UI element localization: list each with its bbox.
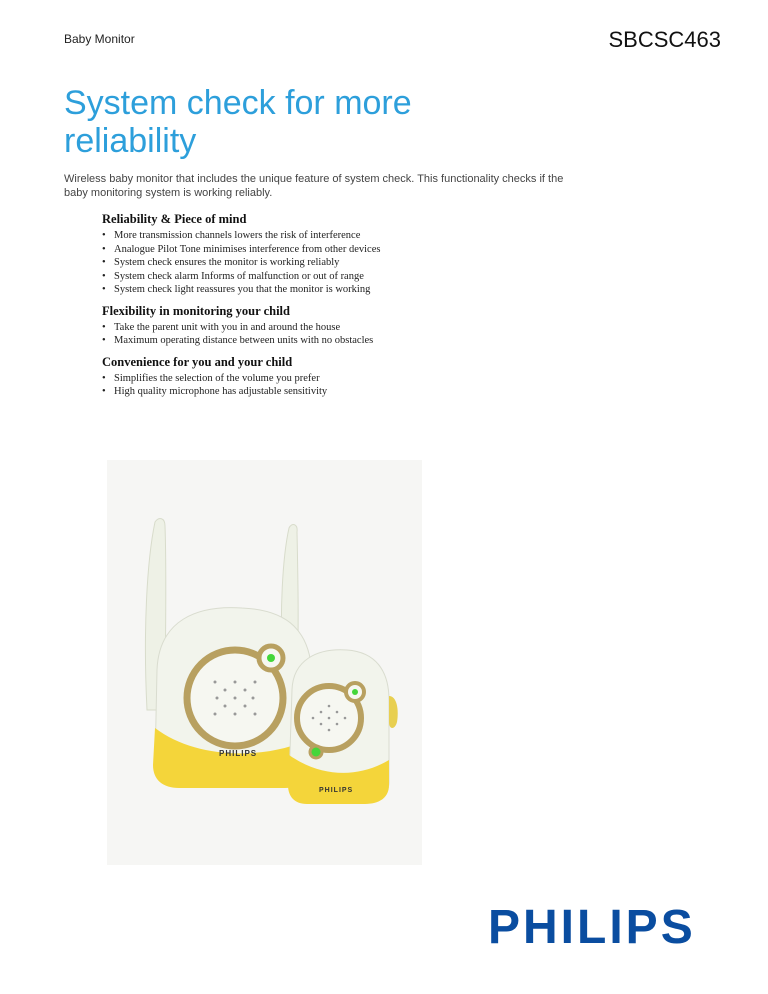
baby-unit-logo: PHILIPS (319, 787, 354, 794)
feature-item: • System check ensures the monitor is working reliably (102, 256, 572, 270)
feature-item: • Take the parent unit with you in and around the house (102, 321, 572, 335)
feature-list (102, 212, 572, 406)
baby-led-top (352, 689, 358, 695)
intro-text: Wireless baby monitor that includes the unique feature of system check. This functionality checks if the baby monitoring system is working reliably. (64, 173, 564, 199)
parent-unit-logo: PHILIPS (219, 749, 258, 758)
baby-unit-side-knob (389, 696, 398, 728)
feature-group-title: Flexibility in monitoring your child (102, 303, 290, 318)
feature-item: • Maximum operating distance between units with no obstacles (102, 334, 572, 348)
feature-item: • System check alarm Informs of malfunction or out of range (102, 270, 572, 284)
feature-group-convenience (102, 355, 572, 399)
feature-item: • Simplifies the selection of the volume you prefer (102, 372, 572, 386)
feature-group-flexibility (102, 304, 572, 348)
feature-item: • High quality microphone has adjustable sensitivity (102, 385, 572, 399)
headline: System check for more reliability (64, 84, 412, 160)
baby-led-bottom (310, 746, 322, 758)
feature-item: • System check light reassures you that the monitor is working (102, 283, 572, 297)
feature-item: • Analogue Pilot Tone minimises interference from other devices (102, 243, 572, 257)
feature-group-title: Convenience for you and your child (102, 354, 293, 369)
category-label: Baby Monitor (64, 32, 135, 46)
parent-led (267, 654, 275, 662)
model-number: SBCSC463 (608, 27, 721, 52)
brand-logo: PHILIPS (488, 901, 696, 954)
feature-group-title: Reliability & Piece of mind (102, 212, 247, 226)
feature-group-reliability (102, 212, 572, 297)
feature-item: • More transmission channels lowers the risk of interference (102, 229, 572, 243)
product-photo (107, 460, 422, 865)
